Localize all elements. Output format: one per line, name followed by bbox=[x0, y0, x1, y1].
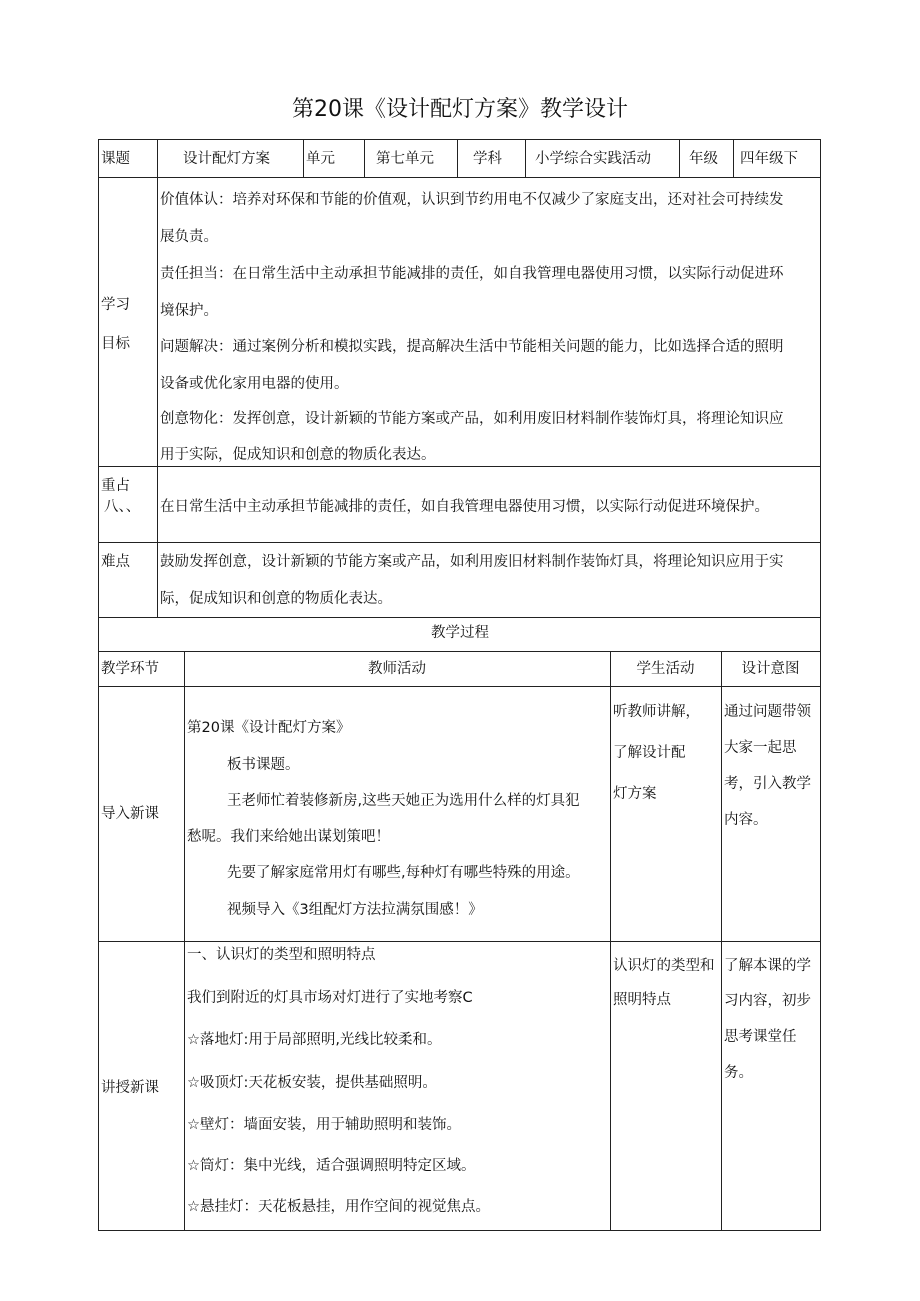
lecture-teacher-line: ☆壁灯：墙面安装，用于辅助照明和装饰。 bbox=[187, 1117, 461, 1133]
intro-teacher-line: 王老师忙着装修新房,这些天她正为选用什么样的灯具犯 bbox=[227, 793, 580, 809]
difficulty-line: 鼓励发挥创意，设计新颖的节能方案或产品，如利用废旧材料制作装饰灯具，将理论知识应用于实 bbox=[160, 554, 784, 570]
process-heading: 教学过程 bbox=[431, 625, 489, 641]
document-title: 第20课《设计配灯方案》教学设计 bbox=[292, 97, 628, 122]
course-value: 设计配灯方案 bbox=[183, 151, 270, 167]
lecture-teacher-line: 一、认识灯的类型和照明特点 bbox=[187, 947, 376, 963]
objectives-label-1: 学习 bbox=[101, 297, 130, 313]
objective-line: 展负责。 bbox=[160, 229, 218, 245]
objective-line: 创意物化：发挥创意，设计新颖的节能方案或产品，如利用废旧材料制作装饰灯具，将理论知识应 bbox=[160, 411, 784, 427]
key-point-label-1: 重占 bbox=[101, 478, 130, 494]
grade-value: 四年级下 bbox=[740, 151, 798, 167]
lecture-intent-line: 务。 bbox=[724, 1065, 753, 1081]
lecture-stage: 讲授新课 bbox=[101, 1080, 159, 1096]
objective-line: 设备或优化家用电器的使用。 bbox=[160, 376, 349, 392]
intro-student-line: 灯方案 bbox=[613, 786, 657, 802]
unit-value: 第七单元 bbox=[376, 151, 434, 167]
lecture-student-line: 认识灯的类型和 bbox=[613, 958, 715, 974]
lecture-teacher-line: ☆落地灯:用于局部照明,光线比较柔和。 bbox=[187, 1032, 442, 1048]
objective-line: 责任担当：在日常生活中主动承担节能减排的责任，如自我管理电器使用习惯，以实际行动促进环 bbox=[160, 266, 784, 282]
lecture-teacher-line: ☆筒灯：集中光线，适合强调照明特定区域。 bbox=[187, 1158, 476, 1174]
intro-stage: 导入新课 bbox=[101, 806, 159, 822]
col-student: 学生活动 bbox=[636, 661, 695, 677]
key-point-label-2: 八、、 bbox=[104, 499, 141, 515]
intro-student-line: 了解设计配 bbox=[613, 745, 686, 761]
intro-teacher-line: 板书课题。 bbox=[227, 757, 300, 773]
col-stage: 教学环节 bbox=[101, 661, 159, 677]
course-label: 课题 bbox=[101, 151, 130, 167]
intro-intent-line: 通过问题带领 bbox=[724, 704, 811, 720]
objective-line: 用于实际，促成知识和创意的物质化表达。 bbox=[160, 447, 436, 463]
objectives-label-2: 目标 bbox=[101, 336, 130, 352]
intro-teacher-line: 先要了解家庭常用灯有哪些,每种灯有哪些特殊的用途。 bbox=[227, 865, 580, 881]
objective-line: 问题解决：通过案例分析和模拟实践，提高解决生活中节能相关问题的能力，比如选择合适的照明 bbox=[160, 339, 784, 355]
lecture-intent-line: 了解本课的学 bbox=[724, 958, 811, 974]
objective-line: 境保护。 bbox=[160, 303, 218, 319]
lecture-intent-line: 思考课堂任 bbox=[724, 1029, 797, 1045]
intro-student-line: 听教师讲解， bbox=[613, 704, 700, 720]
intro-intent-line: 考，引入教学 bbox=[724, 776, 811, 792]
lecture-teacher-line: ☆悬挂灯：天花板悬挂，用作空间的视觉焦点。 bbox=[187, 1199, 490, 1215]
key-point-text: 在日常生活中主动承担节能减排的责任，如自我管理电器使用习惯，以实际行动促进环境保护。 bbox=[160, 499, 769, 515]
intro-teacher-line: 第20课《设计配灯方案》 bbox=[187, 720, 351, 736]
intro-teacher-line: 视频导入《3组配灯方法拉满氛围感！》 bbox=[227, 902, 483, 918]
objective-line: 价值体认：培养对环保和节能的价值观，认识到节约用电不仅减少了家庭支出，还对社会可持续发 bbox=[160, 192, 784, 208]
intro-teacher-line: 愁呢。我们来给她出谋划策吧！ bbox=[187, 829, 390, 845]
difficulty-line: 际，促成知识和创意的物质化表达。 bbox=[160, 591, 392, 607]
col-intent: 设计意图 bbox=[741, 661, 800, 677]
difficulty-label: 难点 bbox=[101, 554, 130, 570]
intro-intent-line: 大家一起思 bbox=[724, 740, 797, 756]
intro-intent-line: 内容。 bbox=[724, 812, 768, 828]
col-teacher: 教师活动 bbox=[368, 661, 426, 677]
unit-label: 单元 bbox=[306, 151, 335, 167]
subject-label: 学科 bbox=[473, 151, 502, 167]
subject-value: 小学综合实践活动 bbox=[535, 151, 651, 167]
grade-label: 年级 bbox=[689, 151, 718, 167]
lecture-intent-line: 习内容，初步 bbox=[724, 993, 811, 1009]
lecture-teacher-line: ☆吸顶灯:天花板安装，提供基础照明。 bbox=[187, 1075, 437, 1091]
lecture-student-line: 照明特点 bbox=[613, 992, 671, 1008]
lecture-teacher-line: 我们到附近的灯具市场对灯进行了实地考察C bbox=[187, 990, 473, 1006]
